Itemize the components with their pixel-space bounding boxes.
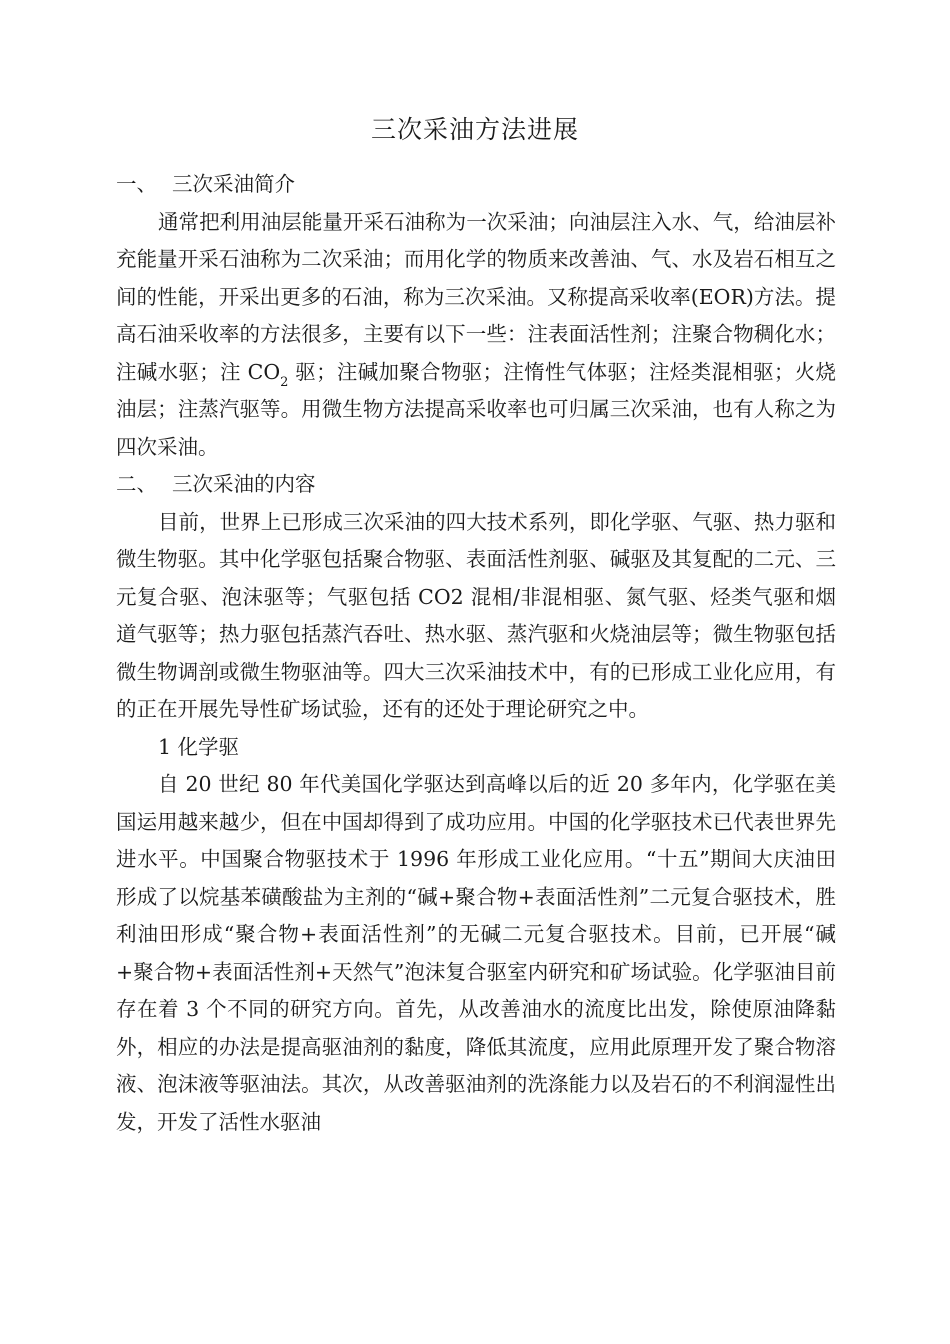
section-2-paragraph: 目前，世界上已形成三次采油的四大技术系列，即化学驱、气驱、热力驱和微生物驱。其中化学驱包括聚合物驱、表面活性剂驱、碱驱及其复配的二元、三元复合驱、泡沫驱等；气驱包括 CO2 混相/非混相驱、氮气驱、烃类气驱和烟道气驱等；热力驱包括蒸汽吞吐、热水驱、蒸汽驱和火烧油层等；微生物驱包括微生物调剖或微生物驱油等。四大三次采油技术中，有的已形成工业化应用，有的正在开展先导性矿场试验，还有的还处于理论研究之中。	[116, 509, 836, 721]
section-1-text-part1: 通常把利用油层能量开采石油称为一次采油；向油层注入水、气，给油层补充能量开采石油称为二次采油；而用化学的物质来改善油、气、水及岩石相互之间的性能，开采出更多的石油，称为三次采油。又称提高采收率(EOR)方法。提高石油采收率的方法很多，主要有以下一些：注表面活性剂；注聚合物稠化水；注碱水驱；注 CO	[116, 209, 836, 384]
subsection-1-paragraph: 自 20 世纪 80 年代美国化学驱达到高峰以后的近 20 多年内，化学驱在美国运用越来越少，但在中国却得到了成功应用。中国的化学驱技术已代表世界先进水平。中国聚合物驱技术于 1996 年形成工业化应用。“十五”期间大庆油田形成了以烷基苯磺酸盐为主剂的“碱+聚合物+表面活性剂”二元复合驱技术，胜利油田形成“聚合物+表面活性剂”的无碱二元复合驱技术。目前，已开展“碱+聚合物+表面活性剂+天然气”泡沫复合驱室内研究和矿场试验。化学驱油目前存在着 3 个不同的研究方向。首先，从改善油水的流度比出发，除使原油降黏外，相应的办法是提高驱油剂的黏度，降低其流度，应用此原理开发了聚合物溶液、泡沫液等驱油法。其次，从改善驱油剂的洗涤能力以及岩石的不利润湿性出发，开发了活性水驱油	[116, 772, 836, 1134]
subsection-1-heading: 1 化学驱	[158, 734, 240, 759]
section-1-title: 三次采油简介	[172, 172, 295, 196]
section-2-heading	[116, 466, 836, 504]
co2-subscript: 2	[280, 374, 289, 390]
document-body	[116, 166, 836, 1141]
document-title: 三次采油方法进展	[370, 115, 579, 144]
section-1-number: 一、	[116, 172, 157, 196]
section-1-text-part2: 驱；注碱加聚合物驱；注惰性气体驱；注烃类混相驱；火烧油层；注蒸汽驱等。用微生物方法提高采收率也可归属三次采油，也有人称之为四次采油。	[116, 359, 836, 459]
section-2-title: 三次采油的内容	[172, 472, 316, 496]
section-1-heading	[116, 166, 836, 204]
section-1-paragraph	[116, 204, 836, 467]
section-2-number: 二、	[116, 472, 157, 496]
